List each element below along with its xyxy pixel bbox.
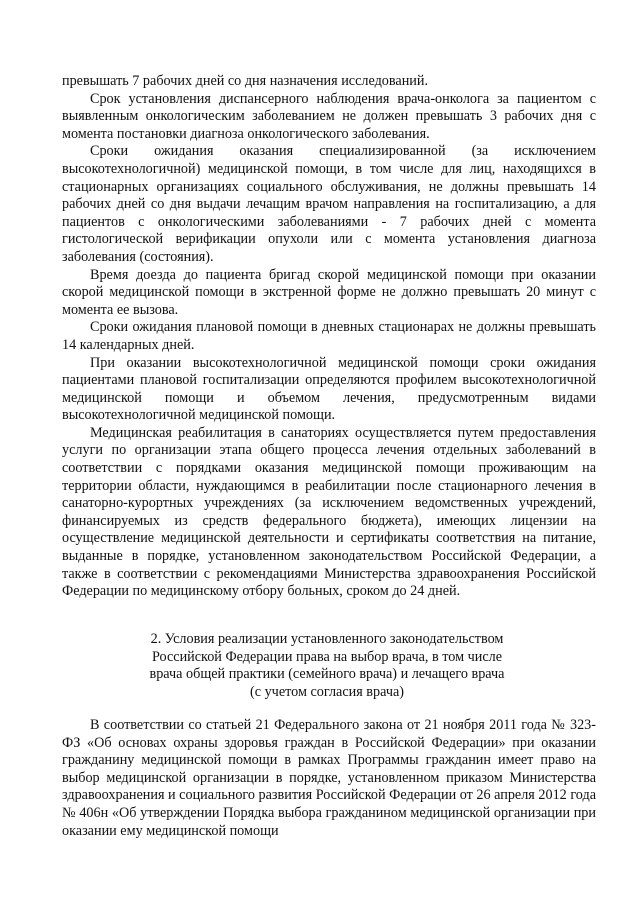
paragraph-oncology-monitoring: Срок установления диспансерного наблюдения врача-онколога за пациентом с выявленным онкологическим заболеванием не должен превышать 3 рабочих дня с момента постановки диагноза онкологического заболевания.	[62, 90, 596, 142]
heading-line: врача общей практики (семейного врача) и лечащего врача	[149, 666, 505, 683]
paragraph-specialized-care: Сроки ожидания оказания специализированной (за исключением высокотехнологичной) медицинской помощи, в том числе для лиц, находящихся в стационарных организациях социального обслуживания, не должны превышать 14 рабочих дней со дня выдачи лечащим врачом направления на госпитализацию, а для пациентов с онкологическими заболеваниями - 7 рабочих дней с момента гистологической верификации опухоли или с момента установления диагноза заболевания (состояния).	[62, 143, 596, 265]
section-heading	[60, 631, 594, 701]
paragraph-choice-of-organization: В соответствии со статьей 21 Федерального закона от 21 ноября 2011 года № 323-ФЗ «Об основах охраны здоровья граждан в Российской Федерации» при оказании гражданину медицинской помощи в рамках Программы гражданин имеет право на выбор медицинской организации в порядке, установленном приказом Министерства здравоохранения и социального развития Российской Федерации от 26 апреля 2012 года № 406н «Об утверждении Порядка выбора гражданином медицинской организации при оказании ему медицинской помощи	[62, 717, 596, 839]
heading-line: (с учетом согласия врача)	[250, 683, 404, 700]
paragraph-ambulance-time: Время доезда до пациента бригад скорой медицинской помощи при оказании скорой медицинской помощи в экстренной форме не должно превышать 20 минут с момента ее вызова.	[62, 266, 596, 318]
paragraph-high-tech-care: При оказании высокотехнологичной медицинской помощи сроки ожидания пациентами плановой госпитализации определяются профилем высокотехнологичной медицинской помощи и объемом лечения, предусмотренным видами высокотехнологичной медицинской помощи.	[62, 354, 596, 424]
heading-line: Российской Федерации права на выбор врача, в том числе	[151, 648, 503, 665]
body-text-bottom	[62, 717, 596, 840]
paragraph-continuation: превышать 7 рабочих дней со дня назначения исследований.	[62, 73, 429, 89]
paragraph-rehabilitation: Медицинская реабилитация в санаториях осуществляется путем предоставления услуги по организации этапа общего процесса лечения отдельных заболеваний в соответствии с порядками оказания медицинской помощи проживающим на территории области, нуждающимся в реабилитации после стационарного лечения в санаторно-курортных учреждениях (за исключением ведомственных учреждений, финансируемых из средств федерального бюджета), имеющих лицензии на осуществление медицинской деятельности и сертификаты соответствия на питание, выданные в порядке, установленном законодательством Российской Федерации, а также в соответствии с рекомендациями Министерства здравоохранения Российской Федерации по медицинскому отбору больных, сроком до 24 дней.	[62, 424, 596, 600]
body-text-top	[62, 73, 596, 601]
heading-line: 2. Условия реализации установленного законодательством	[150, 631, 504, 647]
paragraph-day-hospital: Сроки ожидания плановой помощи в дневных стационарах не должны превышать 14 календарных дней.	[62, 319, 596, 353]
